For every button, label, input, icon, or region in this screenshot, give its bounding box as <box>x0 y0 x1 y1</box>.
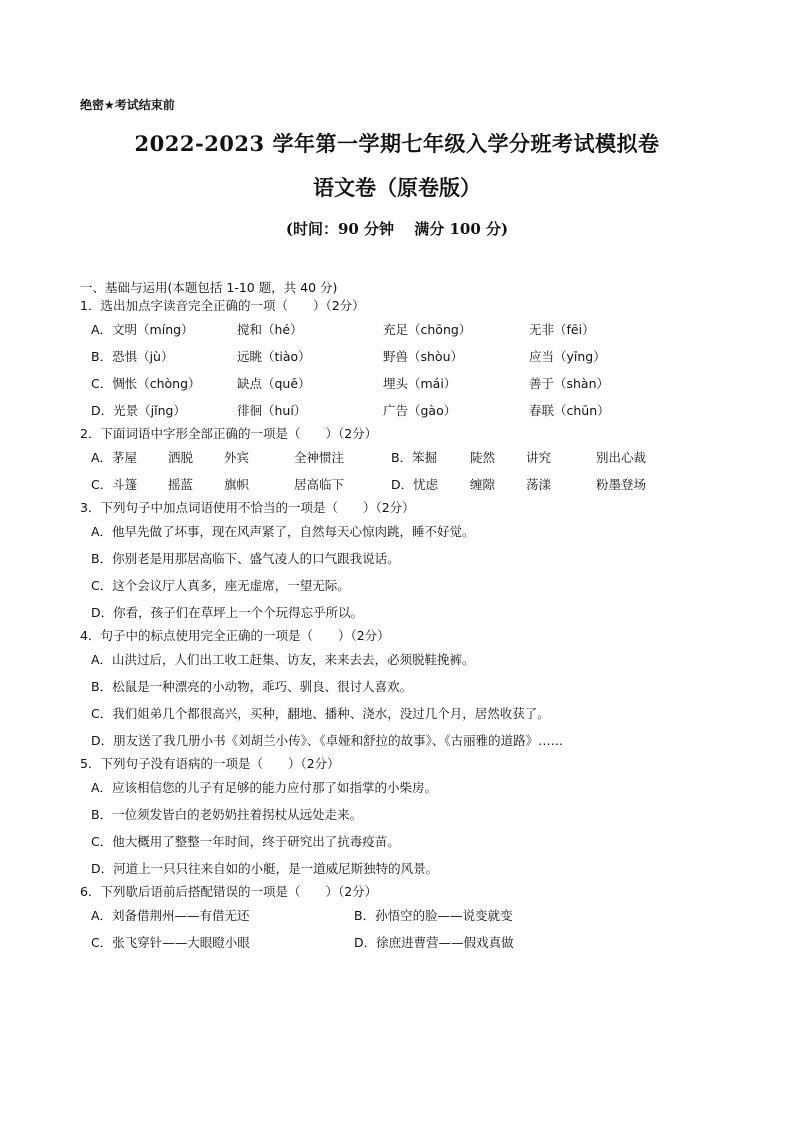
question-2-stem: 2．下面词语中字形全部正确的一项是（ ）（2分） <box>80 426 378 441</box>
option-word: 广告（gào） <box>383 403 457 418</box>
exam-info: (时间：90 分钟 满分 100 分) <box>285 220 509 238</box>
question-3-option-a: A．他早先做了坏事，现在风声紧了，自然每天心惊肉跳，睡不好觉。 <box>91 524 475 539</box>
exam-subtitle: 语文卷（原卷版） <box>313 175 481 200</box>
question-1-option-b <box>80 343 720 370</box>
question-3-stem: 3．下列句子中加点词语使用不恰当的一项是（ ）（2分） <box>80 500 415 515</box>
option-word: 远眺（tiào） <box>237 349 311 364</box>
question-1-option-d <box>80 397 720 424</box>
option-proverb: D．徐庶进曹营——假戏真做 <box>354 935 514 950</box>
option-word: 缠隙 <box>470 477 496 492</box>
question-2-options-ab <box>80 444 720 471</box>
option-word: 别出心裁 <box>596 450 647 465</box>
option-proverb: C．张飞穿针——大眼瞪小眼 <box>91 935 250 950</box>
option-word: 洒脱 <box>168 450 194 465</box>
questions <box>80 280 720 956</box>
option-word: 外宾 <box>224 450 250 465</box>
section-heading: 一、基础与运用(本题包括 1-10 题，共 40 分) <box>80 280 338 295</box>
option-word: 埋头（mái） <box>383 376 457 391</box>
question-1-stem: 1．选出加点字读音完全正确的一项（ ）（2分） <box>80 298 365 313</box>
question-4-stem: 4．句子中的标点使用完全正确的一项是（ ）（2分） <box>80 628 390 643</box>
question-4-option-b: B．松鼠是一种漂亮的小动物，乖巧、驯良、很讨人喜欢。 <box>91 679 413 694</box>
option-word: 应当（yīng） <box>529 349 606 364</box>
question-5-option-b: B．一位须发皆白的老奶奶拄着拐杖从远处走来。 <box>91 807 363 822</box>
option-word: 野兽（shòu） <box>383 349 464 364</box>
option-word: 徘徊（huí） <box>237 403 307 418</box>
option-word: A．文明（míng） <box>91 322 194 337</box>
option-word: 搅和（hé） <box>237 322 303 337</box>
option-word: 善于（shàn） <box>529 376 610 391</box>
question-5-option-d: D．河道上一只只往来自如的小艇，是一道威尼斯独特的风景。 <box>91 861 439 876</box>
question-5-option-c: C．他大概用了整整一年时间，终于研究出了抗毒疫苗。 <box>91 834 400 849</box>
question-3-option-d: D．你看，孩子们在草坪上一个个玩得忘乎所以。 <box>91 605 364 620</box>
option-word: A．茅屋 <box>91 450 138 465</box>
option-word: 荡漾 <box>526 477 552 492</box>
question-5-option-a: A．应该相信您的儿子有足够的能力应付那了如指掌的小柴房。 <box>91 780 438 795</box>
option-word: 春联（chūn） <box>529 403 610 418</box>
option-word: 讲究 <box>526 450 552 465</box>
question-1-option-a <box>80 316 720 343</box>
option-proverb: B．孙悟空的脸——说变就变 <box>354 908 513 923</box>
option-word: 无非（fēi） <box>529 322 595 337</box>
question-6-stem: 6．下列歇后语前后搭配错误的一项是（ ）（2分） <box>80 884 378 899</box>
question-6-options-ab <box>80 902 720 929</box>
option-word: 摇蓝 <box>168 477 194 492</box>
question-4-option-c: C．我们姐弟几个都很高兴，买种，翻地、播种、浇水，没过几个月，居然收获了。 <box>91 706 550 721</box>
question-3-option-b: B．你别老是用那居高临下、盛气凌人的口气跟我说话。 <box>91 551 400 566</box>
question-5-stem: 5．下列句子没有语病的一项是（ ）（2分） <box>80 756 340 771</box>
option-proverb: A．刘备借荆州——有借无还 <box>91 908 250 923</box>
option-word: 陡然 <box>470 450 496 465</box>
option-word: D．忧虑 <box>391 477 439 492</box>
option-word: B．笨掘 <box>391 450 438 465</box>
option-word: 粉墨登场 <box>596 477 647 492</box>
option-word: B．恐惧（jù） <box>91 349 174 364</box>
option-word: 旗帜 <box>224 477 250 492</box>
confidential-label: 绝密★考试结束前 <box>80 98 175 112</box>
option-word: 全神惯注 <box>294 450 345 465</box>
question-4-option-d: D．朋友送了我几册小书《刘胡兰小传》、《卓娅和舒拉的故事》、《古丽雅的道路》…… <box>91 733 564 748</box>
question-6-options-cd <box>80 929 720 956</box>
option-word: 居高临下 <box>294 477 345 492</box>
option-word: D．光景（jǐng） <box>91 403 186 418</box>
option-word: C．斗篷 <box>91 477 138 492</box>
exam-title: 2022-2023 学年第一学期七年级入学分班考试模拟卷 <box>134 131 660 156</box>
question-4-option-a: A．山洪过后，人们出工收工赶集、访友，来来去去，必须脱鞋挽裤。 <box>91 652 475 667</box>
option-word: 充足（chōng） <box>383 322 472 337</box>
option-word: 缺点（quē） <box>237 376 311 391</box>
option-word: C．惆怅（chòng） <box>91 376 201 391</box>
question-1-option-c <box>80 370 720 397</box>
question-3-option-c: C．这个会议厅人真多，座无虚席，一望无际。 <box>91 578 350 593</box>
question-2-options-cd <box>80 471 720 498</box>
